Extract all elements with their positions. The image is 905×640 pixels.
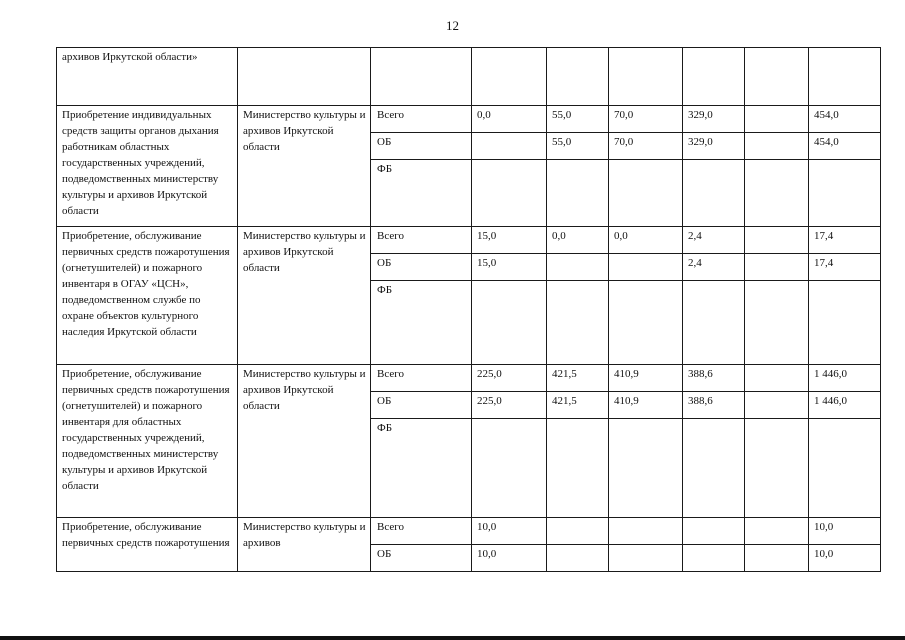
value-cell: 70,0: [609, 133, 683, 160]
total-cell: [809, 419, 881, 518]
value-cell: [683, 281, 745, 365]
table-row: [57, 106, 881, 133]
executor-org: Министерство культуры и архивов Иркутской области: [238, 106, 371, 227]
funding-source: ФБ: [371, 419, 472, 518]
value-cell: 388,6: [683, 392, 745, 419]
value-cell: [609, 254, 683, 281]
value-cell: 0,0: [472, 106, 547, 133]
funding-source: ОБ: [371, 545, 472, 572]
measure-name: Приобретение, обслуживание первичных средств пожаротушения (огнетушителей) и пожарного инвентаря для областных государственных учреждений, подведомственных министерству культуры и архивов Иркутской области: [57, 365, 238, 518]
total-cell: [809, 160, 881, 227]
budget-table: [56, 47, 881, 572]
funding-source: ОБ: [371, 254, 472, 281]
value-cell: [683, 160, 745, 227]
total-cell: 454,0: [809, 133, 881, 160]
total-cell: 1 446,0: [809, 365, 881, 392]
value-cell: 15,0: [472, 227, 547, 254]
total-cell: 1 446,0: [809, 392, 881, 419]
value-cell: [745, 419, 809, 518]
funding-source: ФБ: [371, 160, 472, 227]
value-cell: 225,0: [472, 392, 547, 419]
scan-edge: [0, 636, 905, 640]
value-cell: 329,0: [683, 133, 745, 160]
value-cell: 2,4: [683, 227, 745, 254]
value-cell: [609, 545, 683, 572]
value-cell: [745, 254, 809, 281]
value-cell: [472, 419, 547, 518]
funding-source: Всего: [371, 106, 472, 133]
value-cell: [683, 545, 745, 572]
value-cell: 15,0: [472, 254, 547, 281]
value-cell: 388,6: [683, 365, 745, 392]
value-cell: 225,0: [472, 365, 547, 392]
value-cell: 55,0: [547, 133, 609, 160]
value-cell: 10,0: [472, 518, 547, 545]
executor-org: Министерство культуры и архивов Иркутской области: [238, 227, 371, 365]
value-cell: [745, 227, 809, 254]
measure-name: Приобретение, обслуживание первичных средств пожаротушения (огнетушителей) и пожарного инвентаря в ОГАУ «ЦСН», подведомственном службе по охране объектов культурного наследия Иркутской области: [57, 227, 238, 365]
value-cell: 55,0: [547, 106, 609, 133]
value-cell: [745, 281, 809, 365]
value-cell: [547, 254, 609, 281]
funding-source: ОБ: [371, 392, 472, 419]
value-cell: [683, 518, 745, 545]
funding-source: ОБ: [371, 133, 472, 160]
funding-source: Всего: [371, 227, 472, 254]
value-cell: [609, 281, 683, 365]
value-cell: [609, 518, 683, 545]
measure-name: Приобретение, обслуживание первичных средств пожаротушения: [57, 518, 238, 572]
value-cell: [745, 545, 809, 572]
value-cell: [745, 133, 809, 160]
value-cell: [745, 392, 809, 419]
funding-source: ФБ: [371, 281, 472, 365]
total-cell: [809, 281, 881, 365]
value-cell: 10,0: [472, 545, 547, 572]
value-cell: 410,9: [609, 392, 683, 419]
value-cell: [547, 518, 609, 545]
page-number: 12: [446, 18, 459, 33]
value-cell: [472, 133, 547, 160]
value-cell: 2,4: [683, 254, 745, 281]
table-row: [57, 365, 881, 392]
measure-name: архивов Иркутской области»: [57, 48, 238, 106]
value-cell: 329,0: [683, 106, 745, 133]
total-cell: 454,0: [809, 106, 881, 133]
value-cell: [472, 281, 547, 365]
value-cell: [683, 419, 745, 518]
total-cell: 10,0: [809, 545, 881, 572]
value-cell: [745, 365, 809, 392]
total-cell: 17,4: [809, 227, 881, 254]
value-cell: [547, 160, 609, 227]
total-cell: 17,4: [809, 254, 881, 281]
executor-org: Министерство культуры и архивов: [238, 518, 371, 572]
value-cell: 70,0: [609, 106, 683, 133]
table-row: [57, 48, 881, 106]
value-cell: [609, 160, 683, 227]
executor-org: [238, 48, 371, 106]
value-cell: 0,0: [609, 227, 683, 254]
total-cell: 10,0: [809, 518, 881, 545]
value-cell: [472, 160, 547, 227]
value-cell: [547, 281, 609, 365]
value-cell: [547, 545, 609, 572]
value-cell: 421,5: [547, 392, 609, 419]
value-cell: [745, 518, 809, 545]
executor-org: Министерство культуры и архивов Иркутской области: [238, 365, 371, 518]
value-cell: 421,5: [547, 365, 609, 392]
value-cell: [745, 160, 809, 227]
value-cell: [609, 419, 683, 518]
funding-source: Всего: [371, 365, 472, 392]
table-row: [57, 518, 881, 545]
value-cell: [547, 419, 609, 518]
value-cell: 0,0: [547, 227, 609, 254]
table-row: [57, 227, 881, 254]
funding-source: Всего: [371, 518, 472, 545]
value-cell: [745, 106, 809, 133]
value-cell: 410,9: [609, 365, 683, 392]
measure-name: Приобретение индивидуальных средств защиты органов дыхания работникам областных государственных учреждений, подведомственных министерству культуры и архивов Иркутской области: [57, 106, 238, 227]
